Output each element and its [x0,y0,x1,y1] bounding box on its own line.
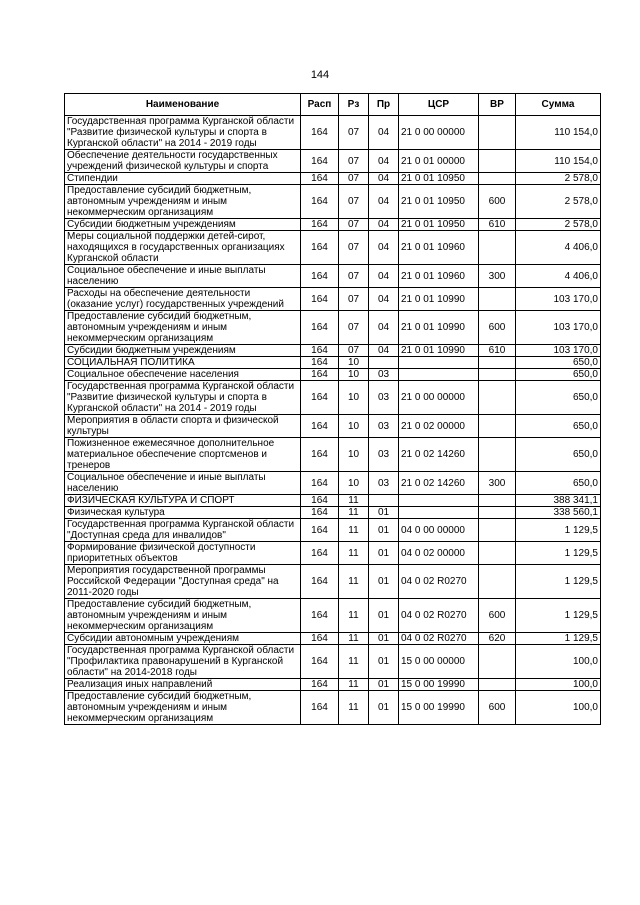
cell-pr: 03 [369,415,399,438]
cell-vr [479,507,516,519]
cell-rasp: 164 [301,645,339,679]
cell-name: Социальное обеспечение и иные выплаты населению [65,472,301,495]
cell-csr [399,495,479,507]
cell-vr [479,415,516,438]
cell-vr: 600 [479,185,516,219]
table-row [65,519,601,542]
cell-sum: 650,0 [516,381,601,415]
table-row [65,565,601,599]
cell-sum: 650,0 [516,472,601,495]
cell-rz: 07 [339,345,369,357]
cell-sum: 388 341,1 [516,495,601,507]
cell-rasp: 164 [301,357,339,369]
cell-rz: 10 [339,357,369,369]
cell-rasp: 164 [301,599,339,633]
cell-rz: 07 [339,231,369,265]
cell-rasp: 164 [301,519,339,542]
table-row [65,185,601,219]
cell-csr: 04 0 02 R0270 [399,565,479,599]
cell-sum: 2 578,0 [516,185,601,219]
table-row [65,345,601,357]
cell-rz: 11 [339,542,369,565]
cell-vr [479,369,516,381]
cell-csr: 21 0 01 10950 [399,173,479,185]
header-sum: Сумма [516,94,601,116]
cell-pr: 03 [369,472,399,495]
cell-vr [479,150,516,173]
cell-csr: 04 0 02 R0270 [399,633,479,645]
cell-csr: 21 0 01 00000 [399,150,479,173]
cell-rz: 07 [339,219,369,231]
header-csr: ЦСР [399,94,479,116]
cell-pr: 04 [369,150,399,173]
cell-rasp: 164 [301,542,339,565]
cell-name: Предоставление субсидий бюджетным, автономным учреждениям и иным некоммерческим организациям [65,599,301,633]
cell-vr: 610 [479,219,516,231]
cell-csr: 21 0 01 10990 [399,311,479,345]
cell-pr: 04 [369,265,399,288]
cell-vr [479,231,516,265]
cell-rz: 11 [339,679,369,691]
cell-rz: 10 [339,369,369,381]
cell-name: Меры социальной поддержки детей-сирот, находящихся в государственных организациях Курганской области [65,231,301,265]
cell-rz: 11 [339,495,369,507]
cell-rasp: 164 [301,633,339,645]
cell-rasp: 164 [301,185,339,219]
cell-name: Физическая культура [65,507,301,519]
table-row [65,599,601,633]
cell-rasp: 164 [301,288,339,311]
cell-rz: 10 [339,438,369,472]
cell-pr: 04 [369,311,399,345]
cell-name: Государственная программа Курганской области "Развитие физической культуры и спорта в Курганской области" на 2014 - 2019 годы [65,116,301,150]
cell-csr: 21 0 01 10990 [399,288,479,311]
cell-sum: 650,0 [516,438,601,472]
cell-csr: 04 0 02 00000 [399,542,479,565]
cell-vr [479,173,516,185]
table-body [65,116,601,725]
cell-rz: 07 [339,116,369,150]
cell-rz: 11 [339,519,369,542]
cell-rasp: 164 [301,565,339,599]
cell-sum: 650,0 [516,357,601,369]
cell-name: Стипендии [65,173,301,185]
cell-pr: 01 [369,633,399,645]
cell-sum: 650,0 [516,415,601,438]
header-rasp: Расп [301,94,339,116]
cell-rasp: 164 [301,150,339,173]
cell-rz: 07 [339,265,369,288]
table-row [65,219,601,231]
cell-rasp: 164 [301,231,339,265]
cell-csr: 21 0 01 10960 [399,231,479,265]
cell-rz: 11 [339,599,369,633]
cell-rasp: 164 [301,265,339,288]
cell-sum: 103 170,0 [516,288,601,311]
header-vr: ВР [479,94,516,116]
cell-sum: 4 406,0 [516,231,601,265]
cell-pr: 04 [369,288,399,311]
cell-rasp: 164 [301,679,339,691]
cell-pr: 01 [369,519,399,542]
cell-name: Реализация иных направлений [65,679,301,691]
cell-rz: 11 [339,691,369,725]
table-row [65,472,601,495]
table-row [65,173,601,185]
cell-vr: 300 [479,472,516,495]
table-row [65,116,601,150]
cell-sum: 2 578,0 [516,173,601,185]
cell-pr: 04 [369,116,399,150]
cell-pr [369,495,399,507]
cell-name: Предоставление субсидий бюджетным, автономным учреждениям и иным некоммерческим организациям [65,311,301,345]
cell-rz: 07 [339,150,369,173]
cell-csr [399,357,479,369]
table-row [65,265,601,288]
table-row [65,633,601,645]
table-row [65,381,601,415]
cell-vr [479,116,516,150]
cell-rasp: 164 [301,438,339,472]
cell-vr [479,519,516,542]
cell-csr: 04 0 02 R0270 [399,599,479,633]
cell-pr: 01 [369,599,399,633]
table-row [65,357,601,369]
cell-csr: 04 0 00 00000 [399,519,479,542]
cell-rasp: 164 [301,311,339,345]
cell-rz: 11 [339,633,369,645]
table-row [65,542,601,565]
cell-vr: 600 [479,311,516,345]
cell-vr [479,438,516,472]
cell-rz: 10 [339,381,369,415]
cell-name: Обеспечение деятельности государственных учреждений физической культуры и спорта [65,150,301,173]
cell-name: Предоставление субсидий бюджетным, автономным учреждениям и иным некоммерческим организациям [65,691,301,725]
cell-pr: 01 [369,507,399,519]
cell-pr: 01 [369,679,399,691]
cell-rasp: 164 [301,345,339,357]
cell-sum: 100,0 [516,645,601,679]
cell-name: Пожизненное ежемесячное дополнительное материальное обеспечение спортсменов и тренеров [65,438,301,472]
cell-rasp: 164 [301,116,339,150]
cell-vr: 600 [479,691,516,725]
cell-name: Государственная программа Курганской области "Развитие физической культуры и спорта в Курганской области" на 2014 - 2019 годы [65,381,301,415]
cell-csr: 15 0 00 19990 [399,691,479,725]
cell-rasp: 164 [301,173,339,185]
cell-pr: 04 [369,219,399,231]
cell-name: ФИЗИЧЕСКАЯ КУЛЬТУРА И СПОРТ [65,495,301,507]
cell-pr: 01 [369,565,399,599]
cell-rasp: 164 [301,472,339,495]
budget-table [64,93,601,725]
table-row [65,691,601,725]
cell-rz: 07 [339,311,369,345]
cell-pr: 04 [369,185,399,219]
header-name: Наименование [65,94,301,116]
table-row [65,679,601,691]
cell-vr [479,679,516,691]
table-header-row [65,94,601,116]
cell-vr: 610 [479,345,516,357]
cell-vr [479,357,516,369]
cell-rz: 11 [339,507,369,519]
cell-rasp: 164 [301,495,339,507]
header-pr: Пр [369,94,399,116]
cell-name: Государственная программа Курганской области "Профилактика правонарушений в Курганской области" на 2014-2018 годы [65,645,301,679]
cell-pr: 04 [369,345,399,357]
cell-csr: 21 0 01 10950 [399,219,479,231]
cell-name: Мероприятия в области спорта и физической культуры [65,415,301,438]
cell-csr: 21 0 01 10950 [399,185,479,219]
cell-rasp: 164 [301,691,339,725]
table-row [65,645,601,679]
cell-pr: 03 [369,438,399,472]
cell-name: Социальное обеспечение населения [65,369,301,381]
cell-vr [479,645,516,679]
cell-vr [479,565,516,599]
cell-name: Формирование физической доступности приоритетных объектов [65,542,301,565]
cell-csr: 21 0 01 10990 [399,345,479,357]
cell-rz: 10 [339,472,369,495]
cell-rasp: 164 [301,415,339,438]
cell-pr: 01 [369,542,399,565]
cell-vr [479,495,516,507]
cell-rz: 11 [339,565,369,599]
table-row [65,495,601,507]
cell-pr: 01 [369,691,399,725]
cell-csr: 21 0 02 14260 [399,472,479,495]
cell-pr: 04 [369,173,399,185]
cell-sum: 1 129,5 [516,565,601,599]
cell-vr: 600 [479,599,516,633]
cell-sum: 1 129,5 [516,519,601,542]
cell-name: Социальное обеспечение и иные выплаты населению [65,265,301,288]
cell-name: Предоставление субсидий бюджетным, автономным учреждениям и иным некоммерческим организациям [65,185,301,219]
cell-sum: 103 170,0 [516,345,601,357]
cell-vr: 620 [479,633,516,645]
page-number: 144 [310,69,330,81]
cell-pr: 03 [369,381,399,415]
cell-csr [399,507,479,519]
cell-sum: 1 129,5 [516,633,601,645]
cell-rasp: 164 [301,507,339,519]
cell-rz: 07 [339,185,369,219]
table-row [65,288,601,311]
cell-csr: 21 0 02 00000 [399,415,479,438]
cell-csr [399,369,479,381]
cell-sum: 2 578,0 [516,219,601,231]
cell-rz: 10 [339,415,369,438]
table-row [65,231,601,265]
cell-name: Государственная программа Курганской области "Доступная среда для инвалидов" [65,519,301,542]
cell-name: Расходы на обеспечение деятельности (оказание услуг) государственных учреждений [65,288,301,311]
cell-vr [479,288,516,311]
cell-csr: 15 0 00 00000 [399,645,479,679]
cell-sum: 338 560,1 [516,507,601,519]
cell-pr [369,357,399,369]
cell-vr [479,381,516,415]
cell-sum: 100,0 [516,679,601,691]
table-row [65,150,601,173]
cell-sum: 103 170,0 [516,311,601,345]
cell-sum: 110 154,0 [516,116,601,150]
table-row [65,438,601,472]
table-row [65,507,601,519]
cell-rz: 11 [339,645,369,679]
table-row [65,311,601,345]
cell-sum: 1 129,5 [516,542,601,565]
cell-rz: 07 [339,288,369,311]
cell-sum: 4 406,0 [516,265,601,288]
cell-name: Субсидии автономным учреждениям [65,633,301,645]
header-rz: Рз [339,94,369,116]
cell-name: Субсидии бюджетным учреждениям [65,345,301,357]
cell-sum: 100,0 [516,691,601,725]
cell-sum: 650,0 [516,369,601,381]
cell-vr [479,542,516,565]
cell-csr: 21 0 02 14260 [399,438,479,472]
cell-vr: 300 [479,265,516,288]
cell-pr: 03 [369,369,399,381]
cell-rasp: 164 [301,219,339,231]
cell-sum: 110 154,0 [516,150,601,173]
cell-pr: 01 [369,645,399,679]
cell-name: Субсидии бюджетным учреждениям [65,219,301,231]
cell-name: Мероприятия государственной программы Российской Федерации "Доступная среда" на 2011-2020 годы [65,565,301,599]
cell-rasp: 164 [301,369,339,381]
table-row [65,369,601,381]
cell-rz: 07 [339,173,369,185]
cell-sum: 1 129,5 [516,599,601,633]
cell-name: СОЦИАЛЬНАЯ ПОЛИТИКА [65,357,301,369]
cell-rasp: 164 [301,381,339,415]
cell-csr: 21 0 00 00000 [399,381,479,415]
cell-pr: 04 [369,231,399,265]
cell-csr: 21 0 01 10960 [399,265,479,288]
cell-csr: 15 0 00 19990 [399,679,479,691]
cell-csr: 21 0 00 00000 [399,116,479,150]
table-row [65,415,601,438]
